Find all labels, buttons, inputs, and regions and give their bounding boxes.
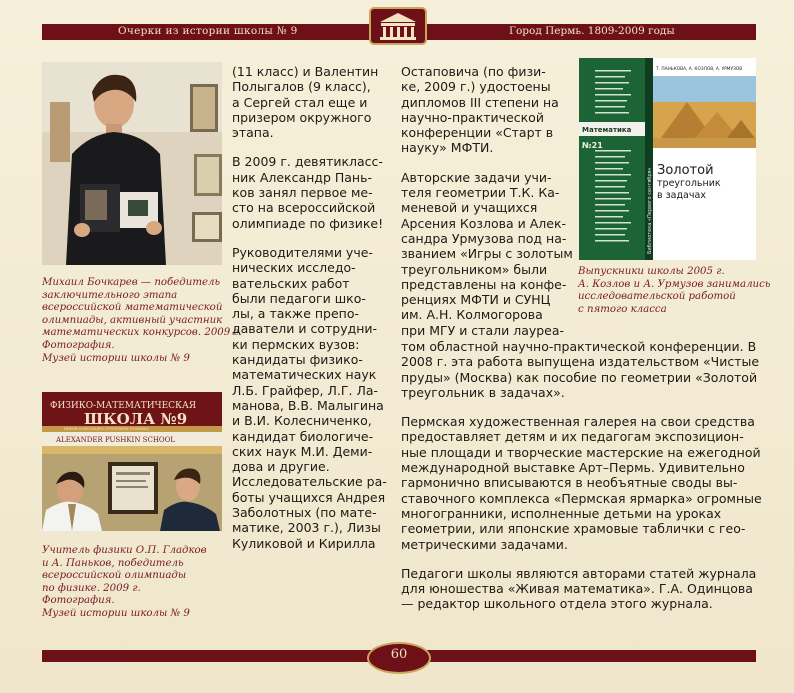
- photo2-caption: [42, 545, 207, 621]
- text-line: боты учащихся Андрея: [232, 489, 386, 505]
- text-line: ные площади и творческие мастерские на ежегодной: [401, 444, 761, 460]
- book-number: №21: [582, 141, 603, 150]
- caption-line: Фотография.: [42, 339, 115, 351]
- text-line: манова, В.В. Малыгина: [232, 397, 384, 413]
- text-line: Полыгалов (9 класс),: [232, 79, 371, 95]
- page-number: 60: [390, 647, 408, 662]
- text-line: пруды» (Москва) как пособие по геометрии «Золотой: [401, 369, 758, 385]
- text-line: международной выставке Арт–Пермь. Удивительно: [401, 460, 745, 476]
- photo1-caption: [42, 277, 242, 365]
- text-line: ренциях МФТИ и СУНЦ: [401, 292, 551, 308]
- paragraph-gap: [401, 400, 762, 414]
- paragraph-gap: [401, 156, 573, 170]
- photo-student-with-award: [42, 62, 222, 265]
- text-line: Куликовой и Кирилла: [232, 535, 376, 551]
- text-line: сто на всероссийской: [232, 200, 376, 216]
- text-line: при МГУ и стали лауреа-: [401, 322, 565, 338]
- caption-line: с пятого класса: [578, 303, 667, 315]
- text-line: предоставляет детям и их педагогам экспозицион-: [401, 429, 744, 445]
- text-line: кандидаты физико-: [232, 352, 363, 368]
- text-line: треугольником» были: [401, 261, 548, 277]
- text-line: многогранники, исполненные детьми на уроках: [401, 505, 722, 521]
- caption-line: математических конкурсов. 2009 г.: [42, 327, 242, 339]
- book-subject: Математика: [582, 126, 632, 134]
- text-line: Руководителями уче-: [232, 244, 373, 260]
- text-line: науку» МФТИ.: [401, 140, 494, 156]
- book-title-line-3: в задачах: [657, 190, 706, 201]
- caption-line: Музей истории школы № 9: [42, 352, 190, 364]
- paragraph-gap: [232, 231, 387, 245]
- text-line: дипломов III степени на: [401, 94, 559, 110]
- sign-line-4: ALEXANDER PUSHKIN SCHOOL: [56, 436, 176, 444]
- text-line: Пермская художественная галерея на свои средства: [401, 414, 755, 430]
- text-line: были педагоги шко-: [232, 290, 366, 306]
- caption-line: Выпускники школы 2005 г.: [578, 266, 725, 277]
- text-line: метрическими задачами.: [401, 536, 568, 552]
- caption-line: А. Козлов и А. Урмузов занимались: [578, 278, 771, 290]
- text-line: лы, а также препо-: [232, 306, 359, 322]
- book-series-spine: Библиотека «Первого сентября»: [647, 167, 653, 254]
- text-line: Педагоги школы являются авторами статей журнала: [401, 565, 757, 581]
- text-line: конференции «Старт в: [401, 125, 554, 141]
- text-line: олимпиаде по физике!: [232, 215, 384, 231]
- caption-line: Михаил Бочкарев — победитель: [42, 277, 221, 288]
- text-line: математических наук: [232, 367, 377, 383]
- text-line: В 2009 г. девятикласс-: [232, 154, 383, 170]
- caption-line: по физике. 2009 г.: [42, 582, 141, 594]
- school-emblem-icon: [366, 6, 430, 46]
- paragraph-gap: [401, 552, 762, 566]
- caption-line: Музей истории школы № 9: [42, 607, 190, 619]
- sign-line-3: ИМЕНИ АЛЕКСАНДРА СЕРГЕЕВИЧА ПУШКИНА: [64, 427, 149, 431]
- text-line: Арсения Козлова и Алек-: [401, 215, 567, 231]
- text-line: Исследовательские ра-: [232, 474, 387, 490]
- text-line: 2008 г. эта работа выпущена издательством «Чистые: [401, 354, 760, 370]
- text-line: и В.И. Колесниченко,: [232, 413, 372, 429]
- caption-line: Учитель физики О.П. Гладков: [42, 545, 207, 556]
- text-line: нических исследо-: [232, 260, 356, 276]
- caption-line: и А. Паньков, победитель: [42, 557, 184, 569]
- text-line: геометрии, или японские храмовые таблички с гео-: [401, 521, 746, 537]
- caption-line: заключительного этапа: [42, 289, 178, 301]
- caption-line: олимпиады, активный участник: [42, 314, 223, 326]
- text-line: для юношества «Живая математика». Г.А. Одинцова: [401, 581, 753, 597]
- header-right-title: Город Пермь. 1809-2009 годы: [509, 25, 675, 37]
- text-column-1: [232, 64, 387, 551]
- caption-line: всероссийской олимпиады: [42, 570, 187, 582]
- text-line: научно-практической: [401, 109, 544, 125]
- book-authors: Т. ПАНЬКОВА, А. КОЗЛОВ, А. УРМУЗОВ: [656, 67, 743, 72]
- text-line: даватели и сотрудни-: [232, 321, 378, 337]
- book-title-line-2: треугольник: [657, 178, 721, 189]
- caption-line: исследовательской работой: [578, 291, 736, 303]
- text-line: матике, 2003 г.), Лизы: [232, 520, 381, 536]
- text-line: призером окружного: [232, 109, 372, 125]
- caption-line: Фотография.: [42, 595, 115, 607]
- text-line: Л.Б. Грайфер, Л.Г. Ла-: [232, 382, 379, 398]
- text-line: сандра Урмузова под на-: [401, 230, 567, 246]
- book-title-line-1: Золотой: [657, 163, 714, 178]
- text-line: теля геометрии Т.К. Ка-: [401, 185, 560, 201]
- text-column-2: [401, 64, 573, 338]
- paragraph-gap: [232, 140, 387, 154]
- text-line: ков занял первое ме-: [232, 185, 373, 201]
- sign-line-1: ФИЗИКО-МАТЕМАТИЧЕСКАЯ: [50, 401, 197, 411]
- text-line: Заболотных (по мате-: [232, 505, 377, 521]
- book-caption: [578, 266, 770, 316]
- text-line: ставочного комплекса «Пермская ярмарка» огромные: [401, 490, 762, 506]
- text-line: меневой и учащихся: [401, 200, 538, 216]
- text-line: ник Александр Пань-: [232, 169, 372, 185]
- text-line: гармонично вписываются в необъятные своды вы-: [401, 475, 738, 491]
- text-line: Остаповича (по физи-: [401, 64, 546, 79]
- header-left-title: Очерки из истории школы № 9: [118, 25, 298, 37]
- text-line: ке, 2009 г.) удостоены: [401, 79, 551, 95]
- text-line: треугольник в задачах».: [401, 384, 565, 400]
- text-line: кандидат биологиче-: [232, 428, 374, 444]
- book-cover-image: [579, 58, 756, 260]
- text-line: вательских работ: [232, 275, 350, 291]
- text-line: этапа.: [232, 125, 274, 141]
- text-line: а Сергей стал еще и: [232, 94, 368, 110]
- text-line: Авторские задачи учи-: [401, 169, 552, 185]
- text-line: представлены на конфе-: [401, 276, 567, 292]
- text-line: ки пермских вузов:: [232, 336, 360, 352]
- text-line: дова и другие.: [232, 459, 330, 475]
- text-column-2-wide: [401, 339, 762, 612]
- text-line: ских наук М.И. Деми-: [232, 443, 373, 459]
- sign-line-2: ШКОЛА №9: [84, 410, 188, 428]
- text-line: званием «Игры с золотым: [401, 246, 573, 262]
- caption-line: всероссийской математической: [42, 302, 223, 314]
- text-line: том областной научно-практической конференции. В: [401, 339, 757, 354]
- text-line: им. А.Н. Колмогорова: [401, 307, 543, 323]
- photo-teacher-and-student: [42, 392, 222, 531]
- text-line: — редактор школьного отдела этого журнала.: [401, 596, 713, 612]
- text-line: (11 класс) и Валентин: [232, 64, 379, 79]
